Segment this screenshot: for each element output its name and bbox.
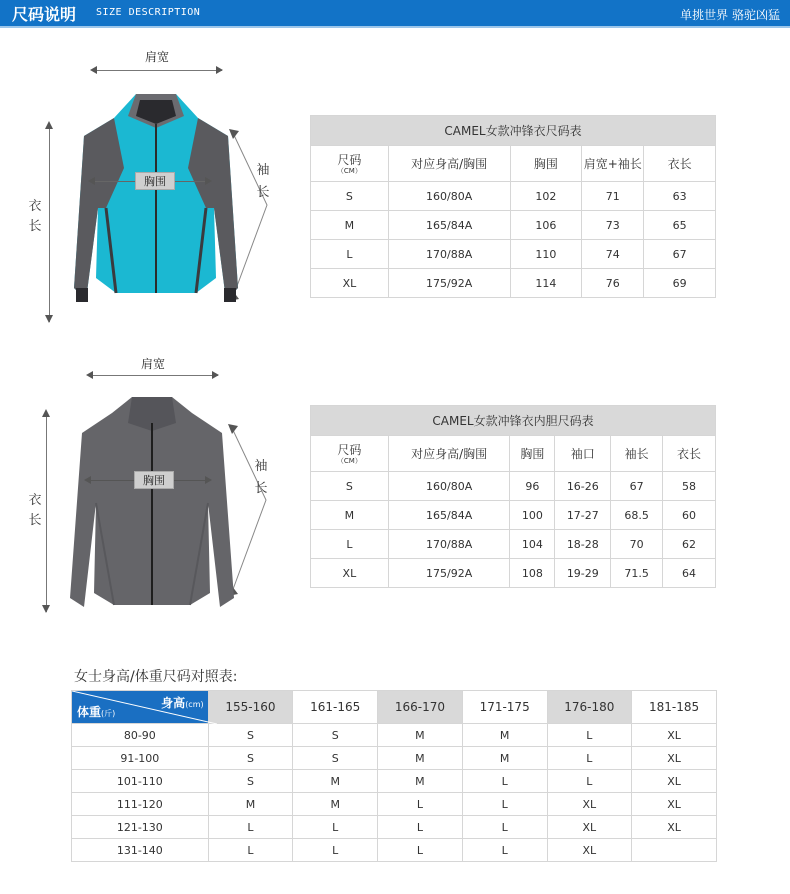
- table-header: 衣长: [644, 146, 716, 182]
- length-measure-line: [46, 412, 47, 612]
- arrow-up-icon: [42, 409, 50, 417]
- table-row: L 170/88A 110 74 67: [311, 240, 716, 269]
- header-subtitle: SIZE DESCRIPTION: [96, 7, 201, 18]
- table-row: 131-140 L L L L XL: [72, 839, 717, 862]
- sleeve-label-top: 袖: [254, 459, 268, 474]
- length-label-bottom: 长: [28, 219, 42, 234]
- table-header: 袖长: [611, 436, 663, 472]
- height-header: 171-175: [462, 691, 547, 724]
- table-row: 101-110 S M M L L XL: [72, 770, 717, 793]
- length-label-top: 衣: [28, 199, 42, 214]
- arrow-left-icon: [86, 371, 93, 379]
- arrow-right-icon: [212, 371, 219, 379]
- table-caption: CAMEL女款冲锋衣尺码表: [311, 116, 716, 146]
- table-header: 胸围: [510, 436, 555, 472]
- table-row: 111-120 M M L L XL XL: [72, 793, 717, 816]
- table-header: 对应身高/胸围: [388, 436, 510, 472]
- sleeve-label-bottom: 长: [256, 185, 270, 200]
- arrow-down-icon: [45, 315, 53, 323]
- table-caption: CAMEL女款冲锋衣内胆尺码表: [311, 406, 716, 436]
- arrow-right-icon: [205, 177, 212, 185]
- arrow-left-icon: [90, 66, 97, 74]
- table-header: 胸围: [510, 146, 582, 182]
- table-row: S 160/80A 102 71 63: [311, 182, 716, 211]
- table-header: 对应身高/胸围: [388, 146, 510, 182]
- height-header: 181-185: [632, 691, 717, 724]
- length-label-top: 衣: [28, 493, 42, 508]
- table-row: M 165/84A 100 17-27 68.5 60: [311, 501, 716, 530]
- table-row: L 170/88A 104 18-28 70 62: [311, 530, 716, 559]
- shoulder-label: 肩宽: [141, 357, 166, 371]
- height-header: 161-165: [293, 691, 378, 724]
- table-row: 80-90 S S M M L XL: [72, 724, 717, 747]
- length-measure-line: [49, 124, 50, 322]
- table-row: 121-130 L L L L XL XL: [72, 816, 717, 839]
- shell-size-table: [310, 115, 716, 298]
- chest-label: 胸围: [134, 471, 174, 489]
- sleeve-label-top: 袖: [256, 163, 270, 178]
- fleece-jacket-illustration: [62, 393, 242, 618]
- header-title: 尺码说明: [12, 5, 77, 24]
- table-header: 肩宽+袖长: [582, 146, 644, 182]
- weight-table-title: 女士身高/体重尺码对照表:: [74, 669, 238, 685]
- table-row: S 160/80A 96 16-26 67 58: [311, 472, 716, 501]
- height-header: 176-180: [547, 691, 632, 724]
- header-divider: [0, 26, 790, 28]
- table-header: 袖口: [555, 436, 611, 472]
- arrow-up-icon: [45, 121, 53, 129]
- table-row: XL 175/92A 108 19-29 71.5 64: [311, 559, 716, 588]
- arrow-down-icon: [42, 605, 50, 613]
- table-row: 91-100 S S M M L XL: [72, 747, 717, 770]
- height-weight-table: [71, 690, 717, 862]
- table-header: 衣长: [663, 436, 716, 472]
- table-header: 尺码 （CM）: [311, 436, 389, 472]
- table-row: M 165/84A 106 73 65: [311, 211, 716, 240]
- page-header: [0, 0, 790, 26]
- shell-jacket-illustration: [66, 88, 246, 310]
- length-label-bottom: 长: [28, 513, 42, 528]
- table-header: 尺码 （CM）: [311, 146, 389, 182]
- liner-size-table: [310, 405, 716, 588]
- shoulder-measure-line: [88, 375, 218, 376]
- table-row: XL 175/92A 114 76 69: [311, 269, 716, 298]
- shoulder-measure-line: [92, 70, 222, 71]
- arrow-right-icon: [205, 476, 212, 484]
- header-slogan: 单挑世界 骆驼凶猛: [680, 8, 780, 22]
- height-header: 166-170: [378, 691, 463, 724]
- shoulder-label: 肩宽: [145, 50, 170, 64]
- arrow-right-icon: [216, 66, 223, 74]
- height-header: 155-160: [208, 691, 293, 724]
- arrow-left-icon: [84, 476, 91, 484]
- sleeve-label-bottom: 长: [254, 481, 268, 496]
- table-corner-header: 身高(cm) 体重(斤): [72, 691, 209, 724]
- chest-label: 胸围: [135, 172, 175, 190]
- arrow-left-icon: [88, 177, 95, 185]
